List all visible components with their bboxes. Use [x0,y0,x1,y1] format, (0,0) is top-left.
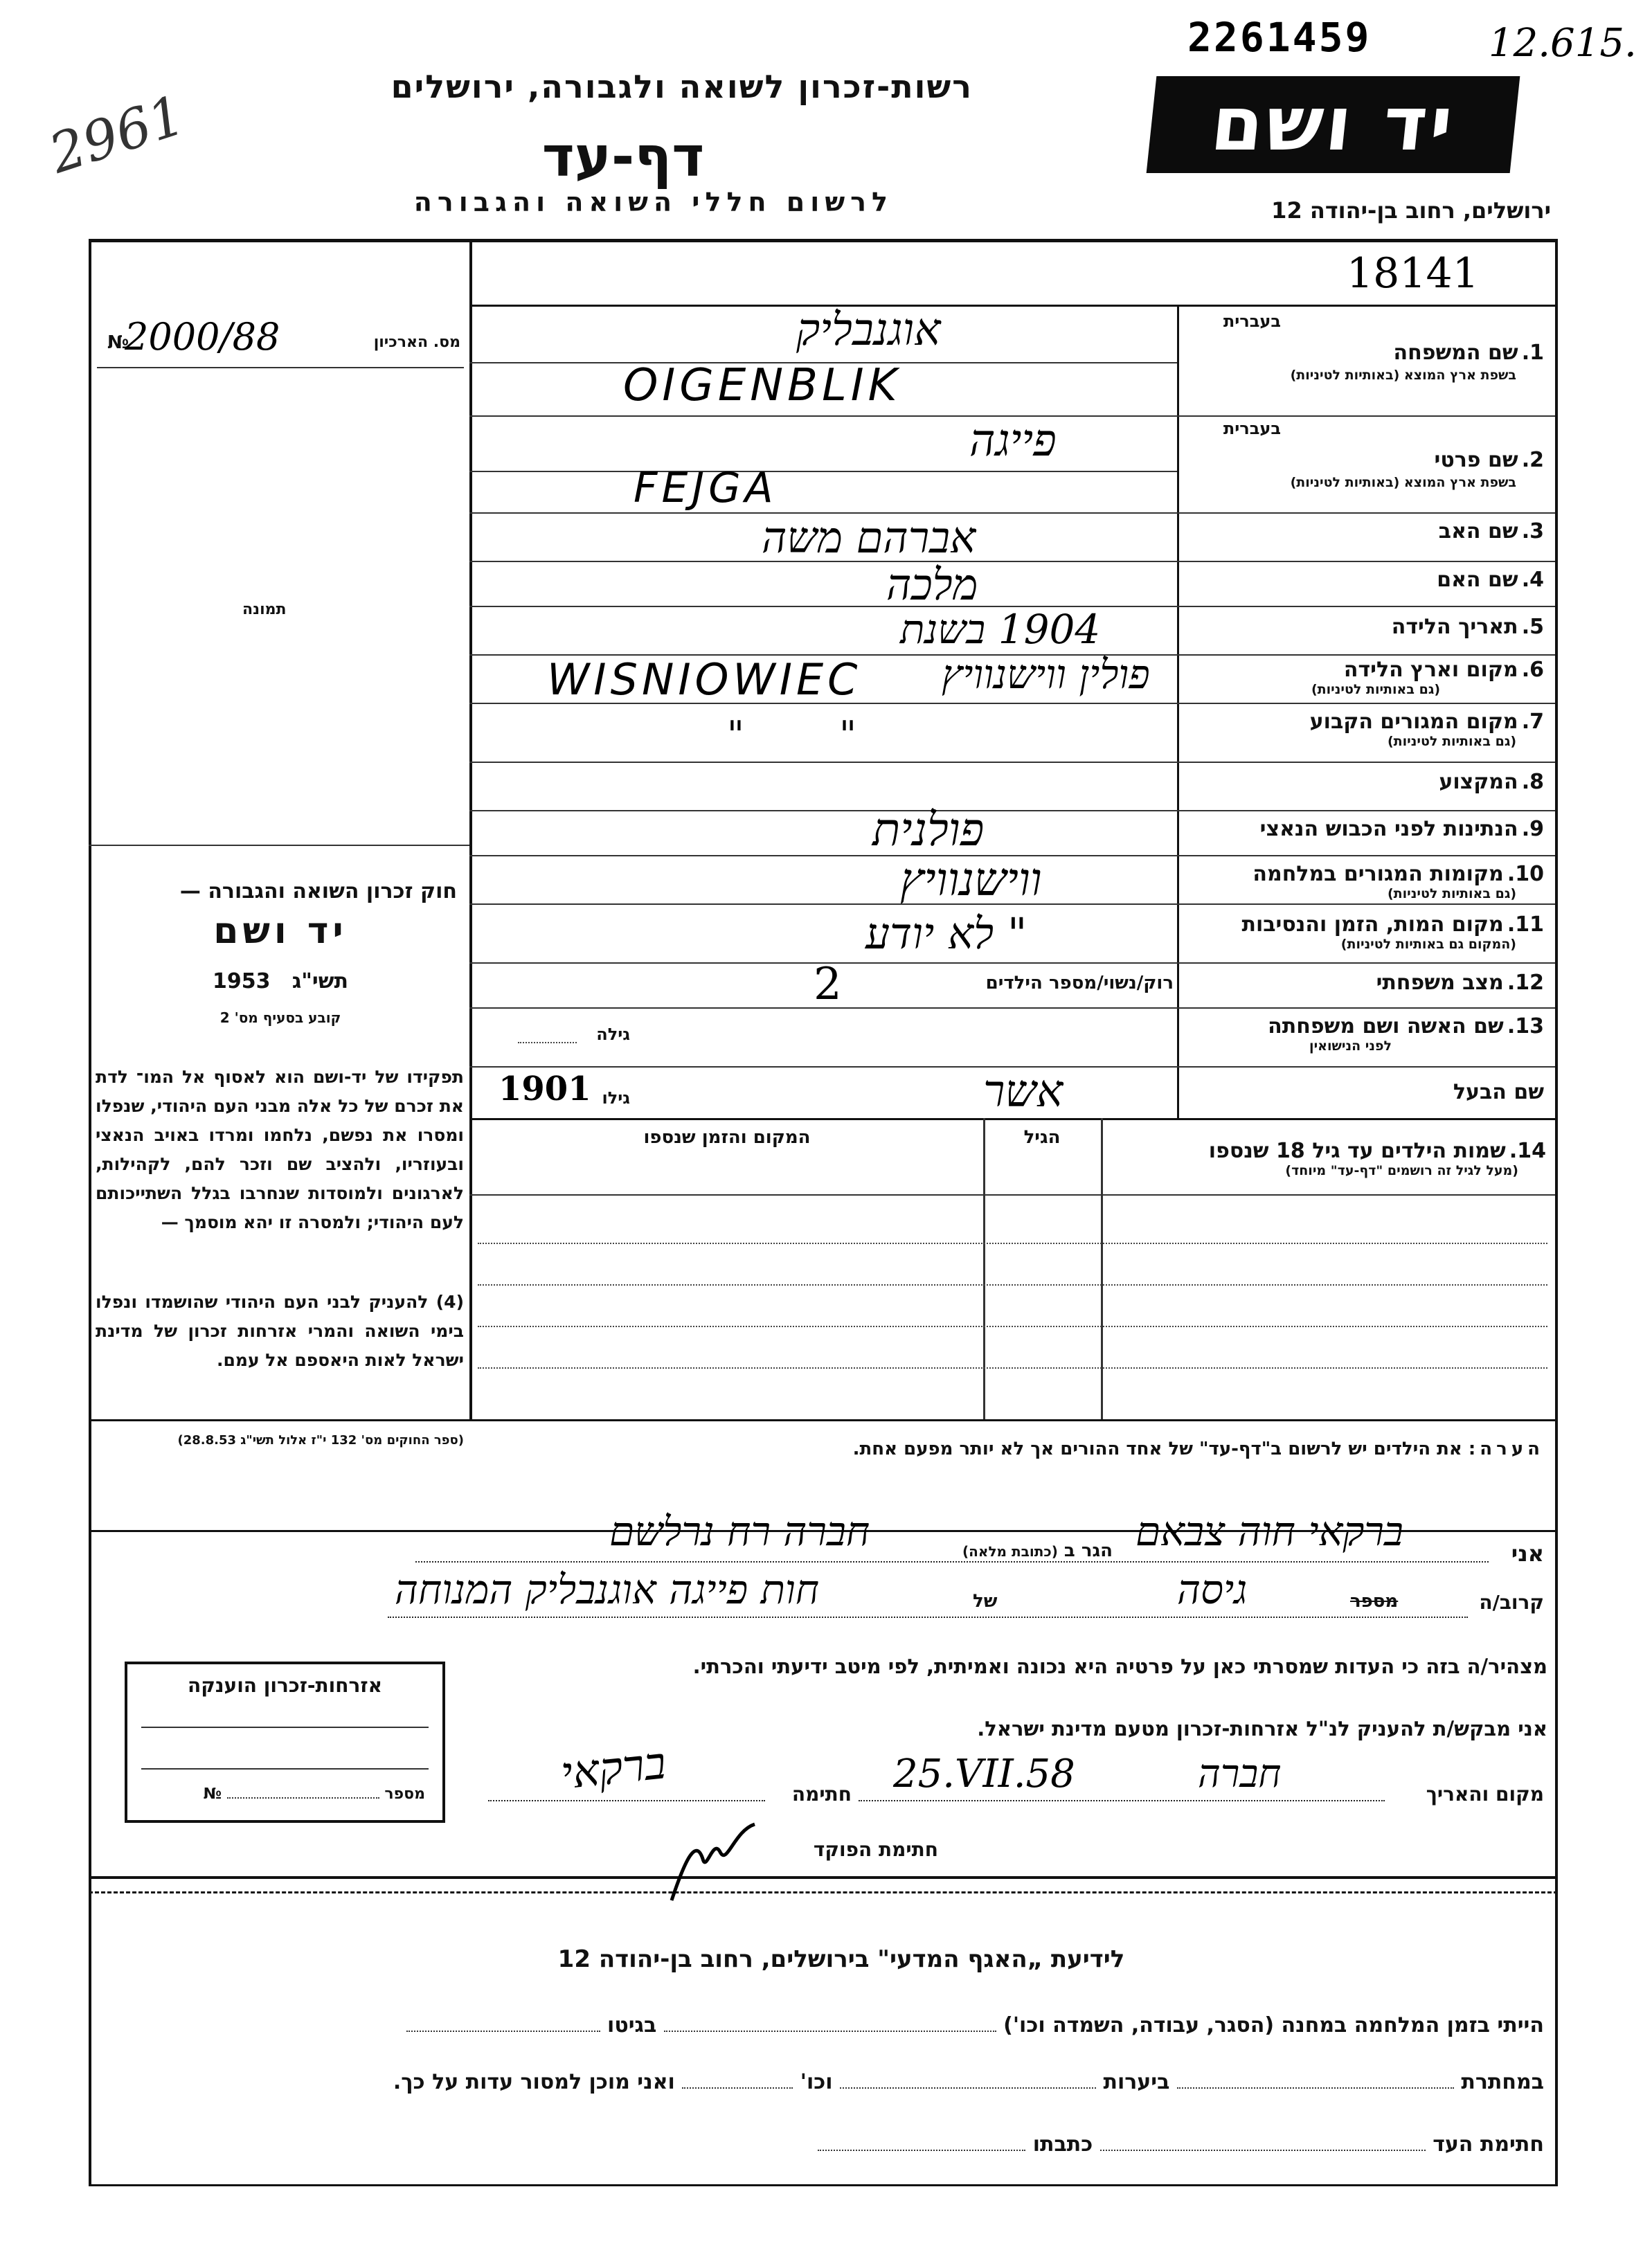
field-6-num: 6. [1521,658,1544,682]
field-13-age-label: גילה [596,1025,630,1044]
field-13-num: 13. [1507,1014,1544,1038]
signature-label: חתימה [791,1783,852,1806]
field-11-hand[interactable]: " לא יודע [865,908,1027,959]
citizenship-box-number-mark: № [203,1785,222,1803]
field-4-label: שם האם [1437,568,1518,592]
children-col-place: המקום והזמן שנספו [643,1127,811,1148]
form-title: דף-עד [541,125,705,189]
field-2-label: שם פרטי [1434,448,1518,472]
field-8 [1184,770,1544,794]
decl-line2-struck: מספר [1350,1591,1399,1612]
field-6-hand[interactable]: פולין ווישנוויץ [942,651,1150,698]
field-5-num: 5. [1521,615,1544,639]
field-7 [1184,710,1544,749]
field-10-sub: (גם באותיות לטיניות) [1387,886,1516,901]
field-1-hand-heb[interactable]: אוגנבליק [796,305,941,356]
field-9-hand[interactable]: פולנית [872,803,985,856]
citizenship-box-number [141,1785,425,1803]
citizenship-box [125,1662,445,1823]
note-text: את הילדים יש לרשום ב"דף-עד" של אחד ההורים אך לא יותר מפעם אחת. [852,1439,1462,1459]
field-11-label: מקום המות, הזמן והנסיבות [1241,912,1504,937]
footer-line3-a: חתימת העד [1433,2132,1544,2157]
field-7-label: מקום המגורים הקבוע [1309,710,1518,734]
footer-line1-b: בגיטו [607,2013,657,2037]
photo-label: תמונה [242,601,287,618]
field-spouse-age-value[interactable]: 1901 [499,1070,591,1108]
field-7-num: 7. [1521,710,1544,734]
address: ירושלים, רחוב בן-יהודה 12 [1271,197,1551,224]
field-13 [1184,1014,1544,1054]
decl-line1-address[interactable]: חברה רח נרלשם [609,1508,870,1555]
archive-number-value: 2000/88 [125,315,280,359]
decl-line2-of: של [973,1591,998,1612]
note-label: הערה: [1468,1439,1544,1459]
field-6-hand-lat[interactable]: WISNIOWIEC [547,654,862,705]
field-5-hand[interactable]: 1904 בשנת [900,606,1101,653]
law-year [104,969,457,993]
field-2-hand-heb[interactable]: פייגה [969,415,1057,467]
field-9-num: 9. [1521,817,1544,841]
footer-line1 [222,2013,1544,2037]
field-1-num: 1. [1521,341,1544,365]
archive-number-label: מס. הארכיון [373,334,460,351]
children-col-age: הגיל [1023,1127,1061,1148]
field-10-label: מקומות המגורים במלחמה [1253,862,1504,886]
field-1-hand-lat[interactable]: OIGENBLIK [623,360,901,411]
field-4-hand[interactable]: מלכה [886,559,978,610]
footer-line2-d: ואני מוכן למסור עדות על כך. [393,2070,675,2094]
field-10-num: 10. [1507,862,1544,886]
field-3-label: שם האב [1438,519,1518,543]
field-13-label: שם האשה ושם משפחתה [1268,1014,1504,1038]
footer-line3-b: כתבתו [1032,2132,1093,2157]
serial-number: 2261459 [1187,14,1372,61]
field-5 [1184,615,1544,639]
law-year-heb: תשי"ג [291,969,348,993]
footer-line3 [568,2132,1544,2157]
field-4 [1184,568,1544,592]
field-2-num: 2. [1521,448,1544,472]
children-sub: (מעל לגיל זה רושמים "דף-עד" מיוחד) [1285,1163,1518,1178]
archive-number-mark: № [107,332,129,353]
field-12-label: מצב משפחתי [1376,971,1504,995]
field-2-pre: בעברית [1223,419,1281,438]
field-8-num: 8. [1521,770,1544,794]
place-value[interactable]: חברה [1198,1752,1282,1797]
field-12-hand[interactable]: 2 [814,959,842,1010]
law-text: תפקידו של יד-ושם הוא לאסוף אל המו־ לדת את זכרם של כל אלה מבני העם היהודי, שנפלו ומסרו את נפשם, נלחמו ומרדו באויב הנאצי ובעוזריו, ולהציב שם וזכר להם, לקהילות, לארגונים ולמוסדות שנחרבו בגלל השתייכותם לעם היהודי; ולמסרה זו יהא מוסמך — [96,1067,464,1232]
form-subtitle: לרשום חללי השואה והגבורה [413,187,893,217]
decl-line1-mid-text: הגר ב [1063,1540,1113,1561]
children-header [1106,1139,1546,1178]
law-clause: קובע בסעיף מס' 2 [219,1009,341,1026]
logo-text: יד ושם [1207,81,1460,168]
field-6-label: מקום וארץ הלידה [1343,658,1518,682]
law-year-num: 1953 [213,969,271,993]
field-9-label: הנתינות לפני הכבוש הנאצי [1259,817,1518,841]
official-signature-mark [665,1817,762,1907]
field-1-sub: בשפת ארץ המוצא (באותיות לטיניות) [1290,368,1516,383]
footer-line2 [97,2070,1544,2094]
field-12-inline: רוק/נשוי/מספר הילדים [985,973,1174,993]
field-11-num: 11. [1507,912,1544,937]
law-name: יד ושם [213,910,348,952]
field-10 [1184,862,1544,901]
footer-line2-a: במחתרת [1461,2070,1544,2094]
decl-line4: אני מבקש/ת להעניק לנ"ל אזרחות-זכרון מטעם מדינת ישראל. [977,1717,1547,1740]
field-6 [1184,658,1544,697]
field-4-num: 4. [1521,568,1544,592]
corner-number: 12.615. [1489,21,1637,66]
citizenship-box-number-label: מספר [384,1785,425,1803]
law-text-2: (4) להעניק לבני העם היהודי שהושמדו ונפלו בימי השואה והמרי אזרחות זכרון של מדינת ישראל לאות היאספם אל עמם. [96,1292,464,1370]
field-3-hand[interactable]: אברהם משה [762,512,976,563]
field-11-sub: (המקום גם באותיות לטיניות) [1340,937,1516,952]
children-num: 14. [1509,1139,1546,1163]
field-spouse [1184,1080,1544,1104]
field-3-num: 3. [1521,519,1544,543]
field-spouse-hand[interactable]: אשר [983,1066,1063,1117]
stamp-number: 2961 [42,84,192,186]
footer-line2-c: וכו' [800,2070,833,2094]
file-number: 18141 [1347,249,1479,298]
field-6-sub: (גם באותיות לטיניות) [1311,682,1440,697]
field-spouse-age-label: גילו [602,1088,630,1108]
place-date-label: מקום והאריך [1426,1783,1544,1806]
decl-line2-subject[interactable]: חות פייגה אוגנבליק המנוחה [395,1566,820,1613]
field-2 [1184,419,1544,490]
note [623,1439,1544,1459]
field-12 [1184,971,1544,995]
footer-line2-b: ביערות [1103,2070,1170,2094]
field-11 [1184,912,1544,952]
field-2-hand-lat[interactable]: FEJGA [634,464,778,512]
decl-line1-prefix: אני [1511,1540,1544,1567]
field-12-num: 12. [1507,971,1544,995]
decl-line1-mid [962,1540,1113,1561]
law-title: חוק זכרון השואה והגבורה — [179,879,457,903]
field-7-sub: (גם באותיות לטיניות) [1387,734,1516,749]
org-line: רשות-זכרון לשואה ולגבורה, ירושלים [390,68,973,105]
law-reference: (ספר החוקים מס' 132 י"ז אלול תשי"ג 28.8.53) [177,1433,464,1448]
children-label: שמות הילדים עד גיל 18 שנספו [1208,1139,1506,1163]
field-7-hand[interactable]: " " [727,713,856,757]
decl-line1-paren: (כתובת מלאה) [962,1543,1058,1560]
field-9 [1184,817,1544,841]
field-spouse-label: שם הבעל [1453,1080,1544,1104]
decl-line1-name[interactable]: ברקאי חוה צבאם [1135,1508,1403,1555]
decl-line2-prefix: קרוב/ה [1479,1591,1544,1614]
field-5-label: תאריך הלידה [1391,615,1518,639]
field-3 [1184,519,1544,543]
citizenship-box-title: אזרחות-זכרון הוענקה [188,1674,382,1697]
field-2-sub: בשפת ארץ המוצא (באותיות לטיניות) [1290,475,1516,490]
field-1-label: שם המשפחה [1393,341,1518,365]
footer-line1-a: הייתי בזמן המלחמה במחנה (הסגר, עבודה, השמדה וכו') [1003,2013,1544,2037]
field-10-hand[interactable]: ווישנוויץ [900,853,1042,906]
field-13-sub: לפני הנישואין [1309,1038,1392,1054]
field-8-label: המקצוע [1439,770,1518,794]
official-signature-label: חתימת הפוקד [813,1838,938,1861]
field-1-pre: בעברית [1223,312,1281,331]
field-1 [1184,312,1544,383]
signature[interactable]: ברקאי [558,1738,669,1800]
decl-line3: מצהיר/ה בזה כי העדות שמסרתי כאן על פרטיה היא נכונה ואמיתית, לפי מיטב ידיעתי והכרתי. [692,1655,1547,1678]
decl-line2-relation[interactable]: גיסה [1177,1566,1248,1613]
footer-heading: לידיעת „האגף המדעי" בירושלים, רחוב בן-יהודה 12 [557,1945,1125,1973]
yad-vashem-logo [1147,76,1520,173]
date-value[interactable]: 25.VII.58 [893,1752,1075,1797]
